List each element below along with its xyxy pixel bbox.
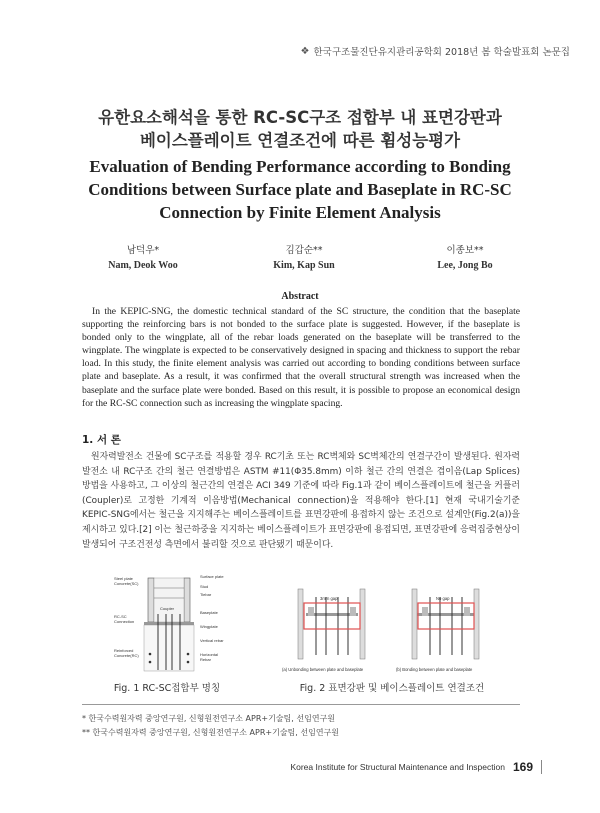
horizontal-rebar xyxy=(187,653,190,656)
gap-label-a: 3mm gap xyxy=(320,596,338,601)
author-1-ko: 남덕우* xyxy=(126,245,160,256)
label-concrete-rc: Concrete(RC) xyxy=(114,653,139,658)
label-wingplate: Wingplate xyxy=(200,624,218,629)
label-rebar: Rebar xyxy=(200,657,211,662)
abstract-heading: Abstract xyxy=(281,291,319,302)
running-head-text: 한국구조물진단유지관리공학회 2018년 봄 학술발표회 논문집 xyxy=(313,47,570,58)
book-icon: ❖ xyxy=(300,45,310,57)
panel-b xyxy=(396,589,479,672)
title-english xyxy=(0,155,600,224)
label-tiebar: Tiebar xyxy=(200,592,212,597)
footnote-2: ** 한국수력원자력 중앙연구원, 신형원전연구소 APR+기술팀, 선임연구원 xyxy=(82,728,340,737)
footer-bar xyxy=(541,760,542,774)
page-number: 169 xyxy=(512,760,533,774)
label-reinforced: Reinforced xyxy=(114,648,134,653)
title-korean xyxy=(0,106,600,152)
wingplate-b xyxy=(464,607,470,616)
author-2-en: Kim, Kap Sun xyxy=(273,260,335,271)
author-3-en: Lee, Jong Bo xyxy=(437,260,493,271)
baseplate-shape xyxy=(144,622,194,625)
abstract-text: In the KEPIC-SNG, the domestic technical standard of the SC structure, the condition that the baseplate supporting the reinforcing bars is not bonded to the surface plate is suggested. However, if the baseplate is bonded only to the wingplate, all of the rebar loads generated on the baseplate will be transferred to the wingplate. The wingplate is expected to be conservatively designed in spacing and thickness to support the rebar load. In this study, the finite element analysis was carried out according to bonding conditions between surface plate and baseplate. As a result, it was confirmed that the overall structural strength was increased when the baseplate and the surface plate were bonded. Based on this result, it is possible to propose an economical design for the RC-SC connection such as increasing the wingplate spacing. xyxy=(82,306,520,409)
label-horizontal: Horizontal xyxy=(200,652,219,657)
wingplate-a xyxy=(350,607,356,616)
label-baseplate: Baseplate xyxy=(200,610,218,615)
surface-plate-left xyxy=(148,578,154,622)
footnote-1: * 한국수력원자력 중앙연구원, 신형원전연구소 APR+기술팀, 선임연구원 xyxy=(82,714,336,723)
label-stud: Stud xyxy=(200,584,209,589)
author-3 xyxy=(390,243,540,274)
horizontal-rebar xyxy=(187,661,190,664)
figure-2-caption: Fig. 2 표면강판 및 베이스플레이트 연결조건 xyxy=(299,683,485,694)
surface-plate-b-left xyxy=(412,589,417,659)
wingplate-a xyxy=(308,607,314,616)
figure-1-diagram xyxy=(114,574,230,674)
wingplate-b xyxy=(422,607,428,616)
surface-plate-a-right xyxy=(360,589,365,659)
subcaption-b: (b) Bonding between plate and baseplate xyxy=(396,667,473,672)
title-ko-line1: 유한요소해석을 통한 RC-SC구조 접합부 내 표면강판과 xyxy=(98,108,502,127)
label-surface: Surface plate xyxy=(200,574,224,579)
running-head xyxy=(301,44,570,58)
label-coupler: Coupler xyxy=(160,606,175,611)
section-text: 원자력발전소 건물에 SC구조를 적용할 경우 RC기초 또는 RC벽체와 SC벽체간의 연결구간이 발생된다. 원자력발전소 내 RC구조 간의 철근 연결방법은 ASTM #11(Φ35.8mm) 이하 철근 간의 연결은 겹이음(Lap Splices) 방법을 사용하고, 그 이상의 철근간의 연결은 ACI 349 기준에 따라 Fig.1과 같이 베이스플레이트에 철근을 커플러(Coupler)로 고정한 기계적 이음방법(Mechanical connection)을 적용해야 한다.[1] 현재 국내기술기준 KEPIC-SNG에서는 철근을 지지해주는 베이스플레이트를 표면강판에 용접하지 않는 조건으로 설계안(Fig.2(a))을 제시하고 있다.[2] 이는 철근하중을 지지하는 베이스플레이트가 표면강판에 용접되면, 표면강판에 응력집중현상이 발생되어 구조건전성 측면에서 불리할 것으로 판단됐기 때문이다. xyxy=(82,452,520,550)
journal-name: Korea Institute for Structural Maintenance and Inspection xyxy=(290,762,505,772)
author-1-en: Nam, Deok Woo xyxy=(108,260,178,271)
title-ko-line2: 베이스플레이트 연결조건에 따른 휨성능평가 xyxy=(139,131,461,150)
section-heading: 1. 서 론 xyxy=(82,434,121,446)
subcaption-a: (a) Unbonding between plate and baseplate xyxy=(282,667,364,672)
horizontal-rebar xyxy=(149,653,152,656)
horizontal-rebar xyxy=(149,661,152,664)
author-2 xyxy=(229,243,379,274)
author-list xyxy=(68,243,540,274)
label-rc-sc: RC-SC xyxy=(114,614,127,619)
title-en-line1: Evaluation of Bending Performance according to Bonding xyxy=(89,157,511,176)
author-1 xyxy=(68,243,218,274)
title-en-line2: Conditions between Surface plate and Baseplate in RC-SC xyxy=(88,180,512,199)
rc-concrete xyxy=(144,625,194,671)
label-vertical-rebar: Vertical rebar xyxy=(200,638,224,643)
label-connection: Connection xyxy=(114,619,135,624)
author-2-ko: 김갑순** xyxy=(285,245,323,256)
surface-plate-right xyxy=(184,578,190,622)
section-body xyxy=(82,450,520,552)
label-concrete-sc: Concrete(SC) xyxy=(114,581,139,586)
surface-plate-b-right xyxy=(474,589,479,659)
figure-2-diagram xyxy=(282,583,502,675)
figure-1-caption: Fig. 1 RC-SC접합부 명칭 xyxy=(113,683,221,694)
panel-a xyxy=(282,589,365,672)
gap-label-b: No gap xyxy=(436,596,450,601)
surface-plate-a-left xyxy=(298,589,303,659)
footnotes xyxy=(82,712,339,740)
author-3-ko: 이종보** xyxy=(446,245,484,256)
footnote-divider xyxy=(82,704,520,705)
title-en-line3: Connection by Finite Element Analysis xyxy=(159,203,441,222)
abstract-body xyxy=(82,305,520,410)
page-footer xyxy=(290,760,542,774)
label-steel-plate: Steel plate xyxy=(114,576,133,581)
